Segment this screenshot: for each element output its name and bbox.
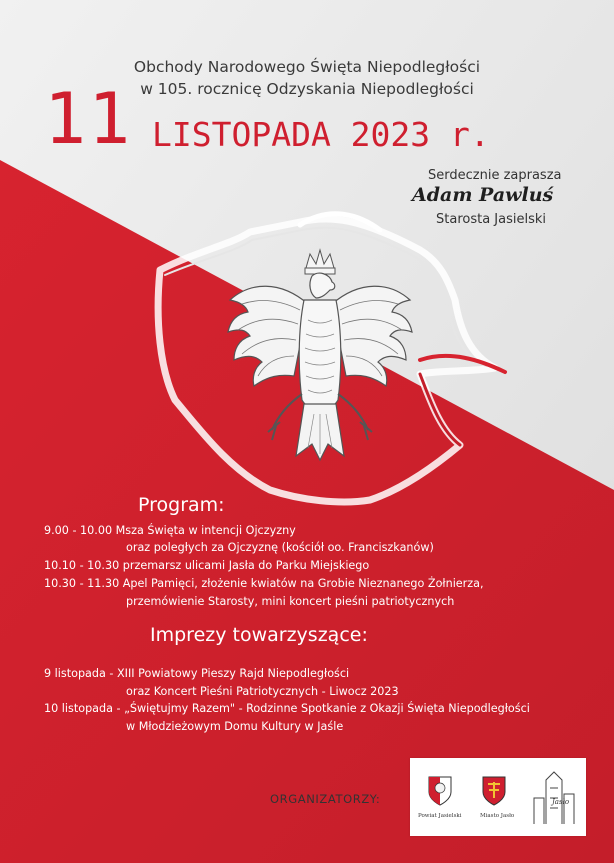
- fundacja-building-icon: [528, 768, 578, 826]
- event-line: 10 listopada - „Świętujmy Razem" - Rodzinne Spotkanie z Okazji Święta Niepodległości: [44, 702, 530, 715]
- organizers-label: ORGANIZATORZY:: [270, 792, 381, 806]
- date-day: 11: [44, 78, 133, 160]
- header-line-1: Obchody Narodowego Święta Niepodległości: [133, 58, 481, 76]
- program-heading: Program:: [138, 494, 225, 516]
- organizer-logos: [410, 758, 586, 836]
- program-line: przemówienie Starosty, mini koncert pieśni patriotycznych: [126, 595, 455, 608]
- invitation-line: Serdecznie zaprasza: [428, 168, 562, 183]
- event-line: oraz Koncert Pieśni Patriotycznych - Liwocz 2023: [126, 685, 399, 698]
- logo-caption: Jasło: [552, 798, 570, 806]
- program-line: 9.00 - 10.00 Msza Święta w intencji Ojczyzny: [44, 524, 296, 537]
- program-line: 10.30 - 11.30 Apel Pamięci, złożenie kwiatów na Grobie Nieznanego Żołnierza,: [44, 577, 484, 590]
- inviter-name: Adam Pawluś: [412, 184, 554, 206]
- event-line: 9 listopada - XIII Powiatowy Pieszy Rajd Niepodległości: [44, 667, 350, 680]
- event-line: w Młodzieżowym Domu Kultury w Jaśle: [126, 720, 344, 733]
- jaslo-coat-of-arms-icon: [482, 776, 506, 806]
- inviter-title: Starosta Jasielski: [436, 212, 547, 227]
- date-month-year: LISTOPADA 2023 r.: [152, 115, 490, 154]
- logo-caption: Powiat Jasielski: [418, 813, 462, 819]
- logo-caption: Miasto Jasło: [480, 813, 515, 819]
- program-line: oraz poległych za Ojczyznę (kościół oo. Franciszkanów): [126, 541, 434, 554]
- events-heading: Imprezy towarzyszące:: [150, 624, 368, 646]
- program-line: 10.10 - 10.30 przemarsz ulicami Jasła do Parku Miejskiego: [44, 559, 370, 572]
- powiat-coat-of-arms-icon: [428, 776, 452, 806]
- header-line-2: w 105. rocznicę Odzyskania Niepodległości: [140, 80, 474, 98]
